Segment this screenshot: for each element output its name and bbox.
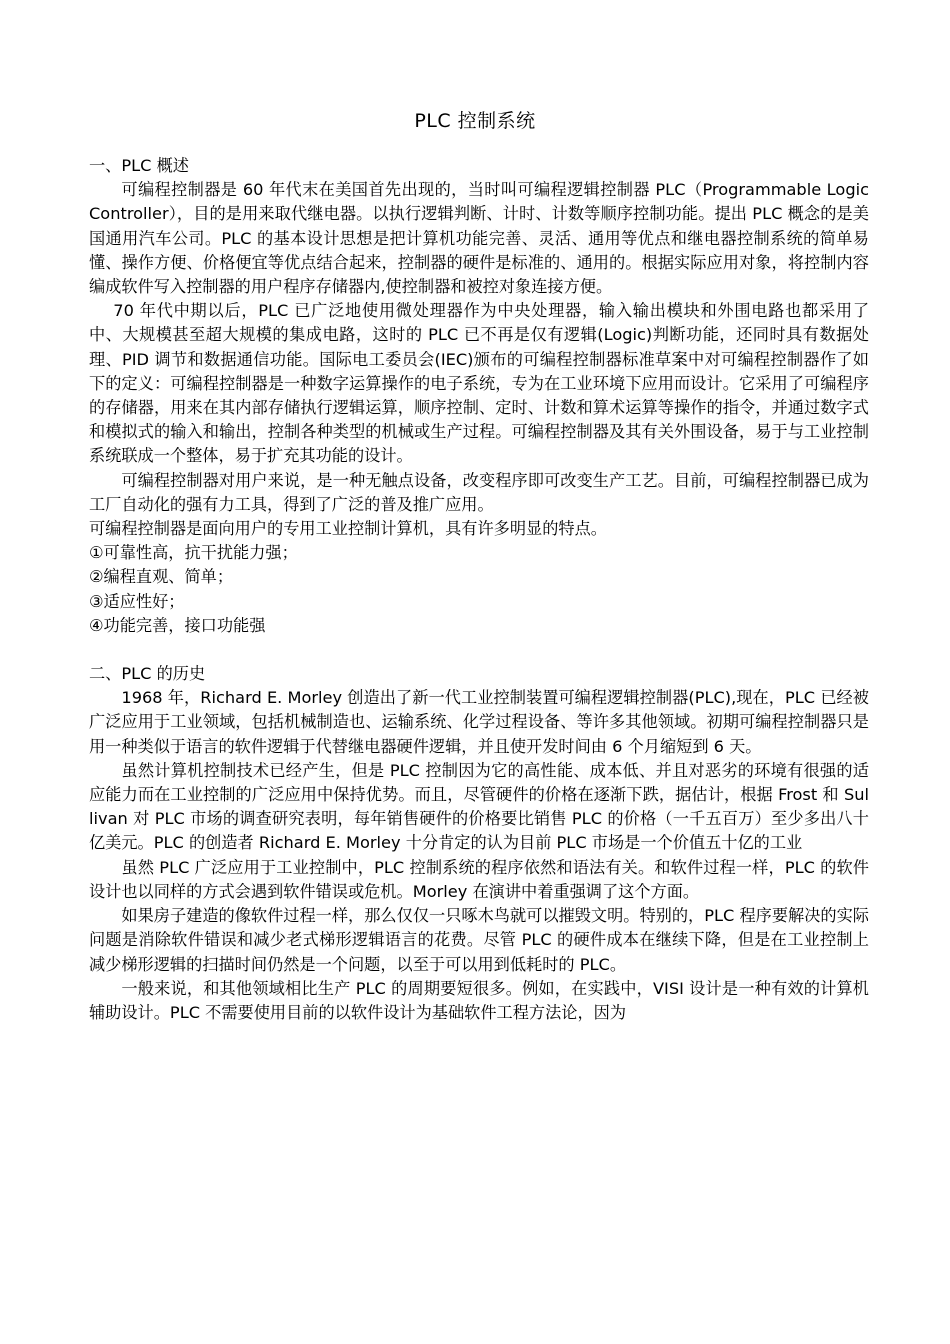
feature-item: ②编程直观、简单； <box>89 567 234 587</box>
features-intro: 可编程控制器是面向用户的专用工业控制计算机，具有许多明显的特点。 <box>89 519 607 539</box>
section-spacer <box>89 638 869 662</box>
section-1-paragraph-3: 可编程控制器对用户来说，是一种无触点设备，改变程序即可改变生产工艺。目前，可编程控制器已成为工厂自动化的强有力工具，得到了广泛的普及推广应用。 <box>89 470 869 514</box>
section-1-paragraph-1: 可编程控制器是 60 年代末在美国首先出现的，当时叫可编程逻辑控制器 PLC（Programmable Logic Controller），目的是用来取代继电器。以执行逻辑判断、计时、计数等顺序控制功能。提出 PLC 概念的是美国通用汽车公司。PLC 的基本设计思想是把计算机功能完善、灵活、通用等优点和继电器控制系统的简单易懂、操作方便、价格便宜等优点结合起来，控制器的硬件是标准的、通用的。根据实际应用对象，将控制内容编成软件写入控制器的用户程序存储器内,使控制器和被控对象连接方便。 <box>89 180 869 297</box>
section-2-paragraph-4: 如果房子建造的像软件过程一样，那么仅仅一只啄木鸟就可以摧毁文明。特别的，PLC 程序要解决的实际问题是消除软件错误和减少老式梯形逻辑语言的花费。尽管 PLC 的硬件成本在继续下降，但是在工业控制上减少梯形逻辑的扫描时间仍然是一个问题，以至于可以用到低耗时的 PLC。 <box>89 906 869 974</box>
section-1-paragraph-2: 70 年代中期以后，PLC 已广泛地使用微处理器作为中央处理器，输入输出模块和外围电路也都采用了中、大规模甚至超大规模的集成电路，这时的 PLC 已不再是仅有逻辑(Logic)判断功能，还同时具有数据处理、PID 调节和数据通信功能。国际电工委员会(IEC)颁布的可编程控制器标准草案中对可编程控制器作了如下的定义：可编程控制器是一种数字运算操作的电子系统，专为在工业环境下应用而设计。它采用了可编程序的存储器，用来在其内部存储执行逻辑运算，顺序控制、定时、计数和算术运算等操作的指令，并通过数字式和模拟式的输入和输出，控制各种类型的机械或生产过程。可编程控制器及其有关外围设备，易于与工业控制系统联成一个整体，易于扩充其功能的设计。 <box>89 301 869 466</box>
feature-item: ①可靠性高，抗干扰能力强； <box>89 543 298 563</box>
section-2-paragraph-5: 一般来说，和其他领域相比生产 PLC 的周期要短很多。例如，在实践中，VISI 设计是一种有效的计算机辅助设计。PLC 不需要使用目前的以软件设计为基础软件工程方法论，因为 <box>89 978 869 1022</box>
document-body <box>89 154 869 1025</box>
section-1-heading: 一、PLC 概述 <box>89 156 189 175</box>
feature-item: ③适应性好； <box>89 591 185 611</box>
section-2-paragraph-3: 虽然 PLC 广泛应用于工业控制中，PLC 控制系统的程序依然和语法有关。和软件过程一样，PLC 的软件设计也以同样的方式会遇到软件错误或危机。Morley 在演讲中着重强调了这个方面。 <box>89 857 869 901</box>
section-2-heading: 二、PLC 的历史 <box>89 664 206 684</box>
section-2-paragraph-2: 虽然计算机控制技术已经产生，但是 PLC 控制因为它的高性能、成本低、并且对恶劣的环境有很强的适应能力而在工业控制的广泛应用中保持优势。而且，尽管硬件的价格在逐渐下跌，据估计，根据 Frost 和 Sullivan 对 PLC 市场的调查研究表明，每年销售硬件的价格要比销售 PLC 的价格（一千五百万）至少多出八十亿美元。PLC 的创造者 Richard E. Morley 十分肯定的认为目前 PLC 市场是一个价值五十亿的工业 <box>89 760 869 853</box>
section-2-paragraph-1: 1968 年，Richard E. Morley 创造出了新一代工业控制装置可编程逻辑控制器(PLC),现在，PLC 已经被广泛应用于工业领域，包括机械制造也、运输系统、化学过程设备、等许多其他领域。初期可编程控制器只是用一种类似于语言的软件逻辑于代替继电器硬件逻辑，并且使开发时间由 6 个月缩短到 6 天。 <box>89 688 869 756</box>
feature-item: ④功能完善，接口功能强 <box>89 615 266 635</box>
feature-list <box>89 541 869 638</box>
document-title: PLC 控制系统 <box>414 110 536 132</box>
